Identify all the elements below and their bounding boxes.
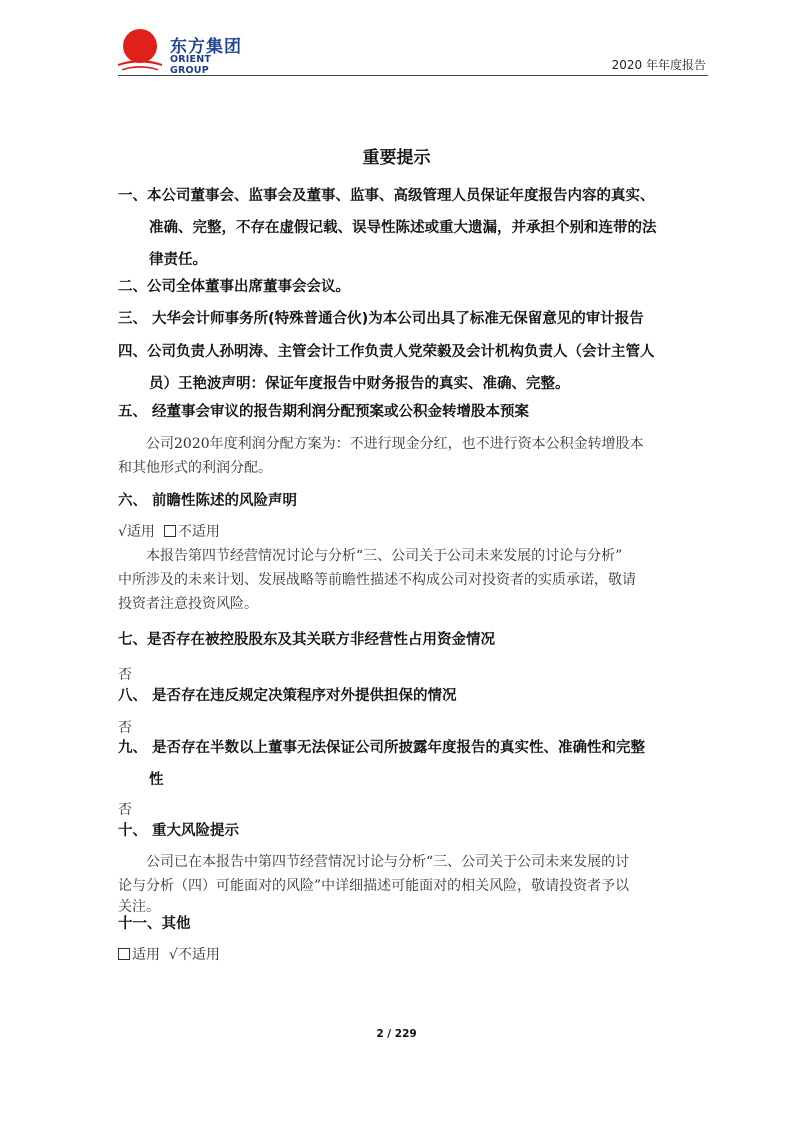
item-6-body-line-1: 本报告第四节经营情况讨论与分析“三、公司关于公司未来发展的讨论与分析” (146, 548, 623, 564)
page-title: 重要提示 (362, 148, 431, 168)
applicable-checked: √适用 (118, 524, 155, 540)
item-9-answer: 否 (118, 802, 132, 818)
not-applicable-checked: √不适用 (168, 947, 220, 963)
item-5-body (118, 432, 710, 480)
header-divider (118, 75, 708, 76)
item-6-heading: 六、 前瞻性陈述的风险声明 (118, 493, 298, 509)
item-7-heading: 七、是否存在被控股股东及其关联方非经营性占用资金情况 (118, 632, 495, 648)
item-1-heading (118, 183, 657, 273)
item-8-heading: 八、 是否存在违反规定决策程序对外提供担保的情况 (118, 688, 457, 704)
item-5-body-line-1: 公司2020年度利润分配方案为：不进行现金分红，也不进行资本公积金转增股本 (146, 436, 644, 452)
logo-sun-icon (118, 28, 162, 72)
page-number: 2 / 229 (376, 1028, 417, 1040)
item-5-heading: 五、 经董事会审议的报告期利润分配预案或公积金转增股本预案 (118, 404, 530, 420)
item-6-body (118, 544, 710, 616)
item-10-body-line-1: 公司已在本报告中第四节经营情况讨论与分析“三、公司关于公司未来发展的讨 (146, 854, 630, 870)
applicable-option: 适用 (132, 947, 160, 963)
page-header (0, 0, 793, 80)
item-5-body-line-2: 和其他形式的利润分配。 (118, 460, 272, 476)
item-11-applicability (118, 944, 220, 964)
item-4-heading (118, 339, 655, 397)
item-10-body (118, 850, 710, 916)
item-7-answer: 否 (118, 667, 132, 683)
item-8-answer: 否 (118, 720, 132, 736)
item-11-heading: 十一、其他 (118, 916, 191, 932)
item-3-heading: 三、 大华会计师事务所(特殊普通合伙)为本公司出具了标准无保留意见的审计报告 (118, 311, 644, 327)
item-10-body-line-3: 关注。 (118, 899, 160, 915)
item-4-line-1: 四、公司负责人孙明涛、主管会计工作负责人党荣毅及会计机构负责人（会计主管人 (118, 344, 655, 360)
item-9-line-1: 九、 是否存在半数以上董事无法保证公司所披露年度报告的真实性、准确性和完整 (118, 740, 646, 756)
item-6-body-line-3: 投资者注意投资风险。 (118, 596, 258, 612)
item-6-applicability (118, 521, 220, 541)
item-1-line-2: 准确、完整，不存在虚假记载、误导性陈述或重大遗漏，并承担个别和连带的法 (149, 220, 657, 236)
item-6-body-line-2: 中所涉及的未来计划、发展战略等前瞻性描述不构成公司对投资者的实质承诺，敬请 (118, 572, 636, 588)
item-1-line-3: 律责任。 (149, 252, 207, 268)
checkbox-icon (118, 948, 130, 960)
checkbox-icon (164, 525, 176, 537)
item-1-line-1: 一、本公司董事会、监事会及董事、监事、高级管理人员保证年度报告内容的真实、 (118, 188, 655, 204)
item-10-heading: 十、 重大风险提示 (118, 823, 240, 839)
logo-chinese-text: 东方集团 (170, 37, 242, 57)
item-2-heading: 二、公司全体董事出席董事会会议。 (118, 279, 350, 295)
item-9-line-2: 性 (149, 772, 164, 788)
item-10-body-line-2: 论与分析（四）可能面对的风险”中详细描述可能面对的相关风险，敬请投资者予以 (118, 878, 630, 894)
item-9-heading (118, 735, 645, 793)
logo-english-text: ORIENT GROUP (170, 54, 212, 76)
item-4-line-2: 员）王艳波声明：保证年度报告中财务报告的真实、准确、完整。 (149, 376, 570, 392)
company-logo (118, 28, 248, 76)
not-applicable-option: 不适用 (177, 524, 220, 540)
report-title: 2020 年年度报告 (611, 58, 706, 72)
